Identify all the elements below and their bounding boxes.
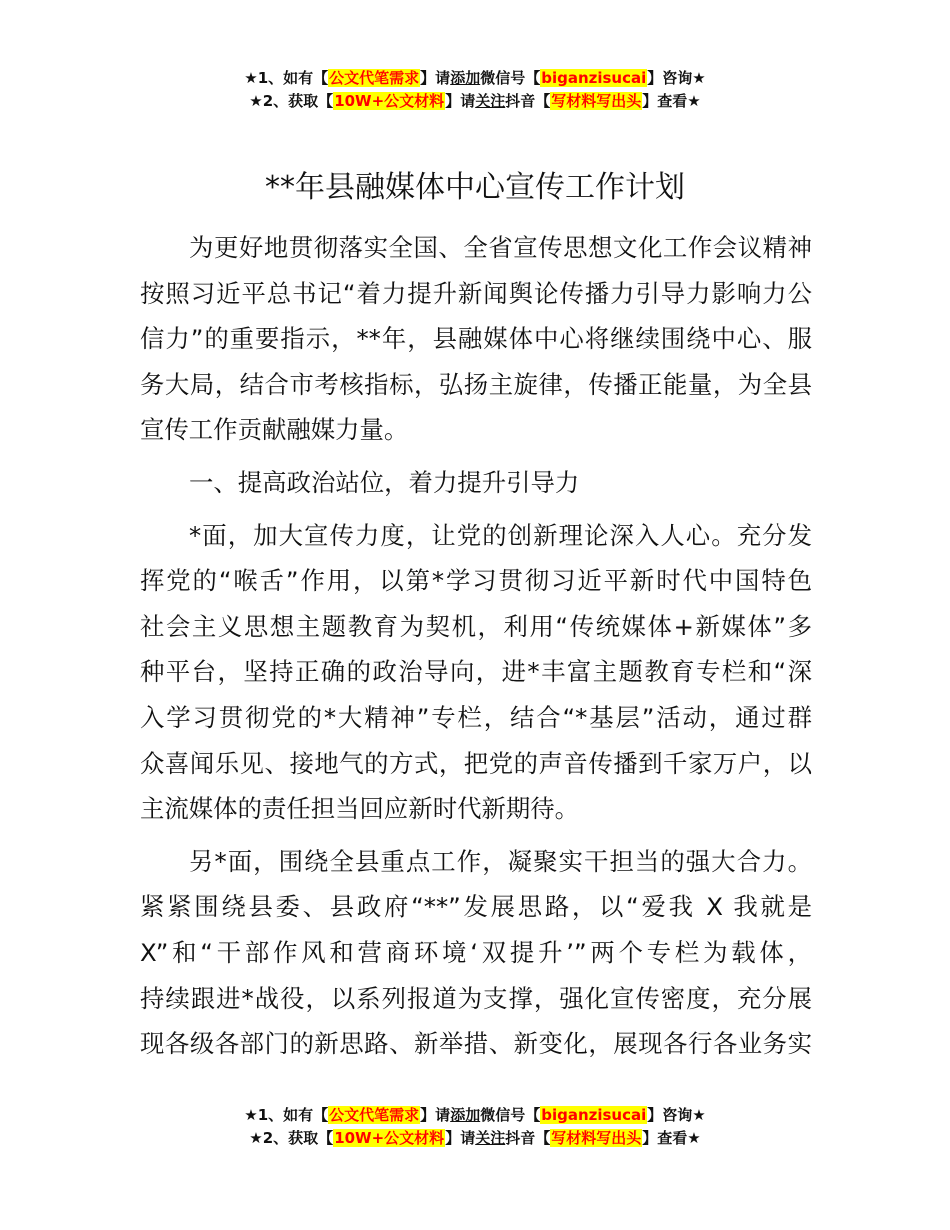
highlight-materials: 10W+公文材料	[334, 1129, 445, 1147]
banner-line-1	[0, 1104, 950, 1127]
paragraph-first-aspect	[140, 513, 812, 832]
section-heading	[140, 460, 812, 506]
banner-text: 】请	[445, 92, 476, 110]
banner-line-1	[0, 67, 950, 90]
highlight-douyin: 写材料写出头	[551, 92, 642, 110]
highlight-douyin: 写材料写出头	[551, 1129, 642, 1147]
text-line: 入学习贯彻党的*大精神”专栏，结合“*基层”活动，通过群	[140, 702, 812, 732]
highlight-wechat-id: biganzisucai	[541, 69, 647, 87]
paragraph-intro	[140, 225, 812, 453]
text-line: 宣传工作贡献融媒力量。	[140, 415, 409, 445]
footer-banner	[0, 1104, 950, 1150]
heading-line: 一、提高政治站位，着力提升引导力	[189, 467, 580, 497]
banner-text: 】请	[420, 69, 451, 87]
text-line: *面，加大宣传力度，让党的创新理论深入人心。充分发	[189, 520, 812, 550]
banner-text: ★2、获取【	[249, 1129, 334, 1147]
document-title: **年县融媒体中心宣传工作计划	[265, 170, 685, 205]
banner-text: 抖音【	[505, 1129, 551, 1147]
banner-line-2	[0, 1127, 950, 1150]
banner-text: ★2、获取【	[249, 92, 334, 110]
highlight-ghostwriting: 公文代笔需求	[329, 1106, 420, 1124]
paragraph-second-aspect	[140, 839, 812, 1067]
text-line: 挥党的“喉舌”作用，以第*学习贯彻习近平新时代中国特色	[140, 566, 812, 596]
banner-text: 】咨询★	[647, 1106, 706, 1124]
highlight-materials: 10W+公文材料	[334, 92, 445, 110]
banner-text: 】咨询★	[647, 69, 706, 87]
text-line: 信力”的重要指示，**年，县融媒体中心将继续围绕中心、服	[140, 324, 812, 354]
text-line: X”和“干部作风和营商环境‘双提升’”两个专栏为载体，	[140, 937, 812, 967]
text-line: 为更好地贯彻落实全国、全省宣传思想文化工作会议精神	[189, 233, 812, 262]
text-line: 持续跟进*战役，以系列报道为支撑，强化宣传密度，充分展	[140, 983, 812, 1013]
text-line: 主流媒体的责任担当回应新时代新期待。	[140, 794, 580, 824]
banner-text: 】查看★	[642, 1129, 701, 1147]
banner-text: ★1、如有【	[244, 1106, 329, 1124]
text-line: 现各级各部门的新思路、新举措、新变化，展现各行各业务实	[140, 1029, 812, 1059]
underlined-text: 关注	[475, 92, 506, 110]
banner-text: 微信号【	[480, 1106, 541, 1124]
document-body	[140, 225, 812, 1067]
underlined-text: 添加	[450, 1106, 481, 1124]
banner-text: 抖音【	[505, 92, 551, 110]
banner-text: 】请	[420, 1106, 451, 1124]
banner-text: ★1、如有【	[244, 69, 329, 87]
text-line: 紧紧围绕县委、县政府“**”发展思路，以“爱我 X 我就是	[140, 892, 812, 922]
banner-text: 微信号【	[480, 69, 541, 87]
text-line: 种平台，坚持正确的政治导向，进*丰富主题教育专栏和“深	[140, 657, 812, 687]
text-line: 按照习近平总书记“着力提升新闻舆论传播力引导力影响力公	[140, 278, 812, 308]
highlight-ghostwriting: 公文代笔需求	[329, 69, 420, 87]
banner-text: 】查看★	[642, 92, 701, 110]
text-line: 另*面，围绕全县重点工作，凝聚实干担当的强大合力。	[189, 846, 812, 876]
text-line: 众喜闻乐见、接地气的方式，把党的声音传播到千家万户，以	[140, 748, 812, 778]
highlight-wechat-id: biganzisucai	[541, 1106, 647, 1124]
text-line: 务大局，结合市考核指标，弘扬主旋律，传播正能量，为全县	[140, 369, 812, 399]
banner-line-2	[0, 90, 950, 113]
header-banner	[0, 67, 950, 113]
text-line: 社会主义思想主题教育为契机，利用“传统媒体+新媒体”多	[140, 611, 812, 641]
banner-text: 】请	[445, 1129, 476, 1147]
underlined-text: 关注	[475, 1129, 506, 1147]
underlined-text: 添加	[450, 69, 481, 87]
